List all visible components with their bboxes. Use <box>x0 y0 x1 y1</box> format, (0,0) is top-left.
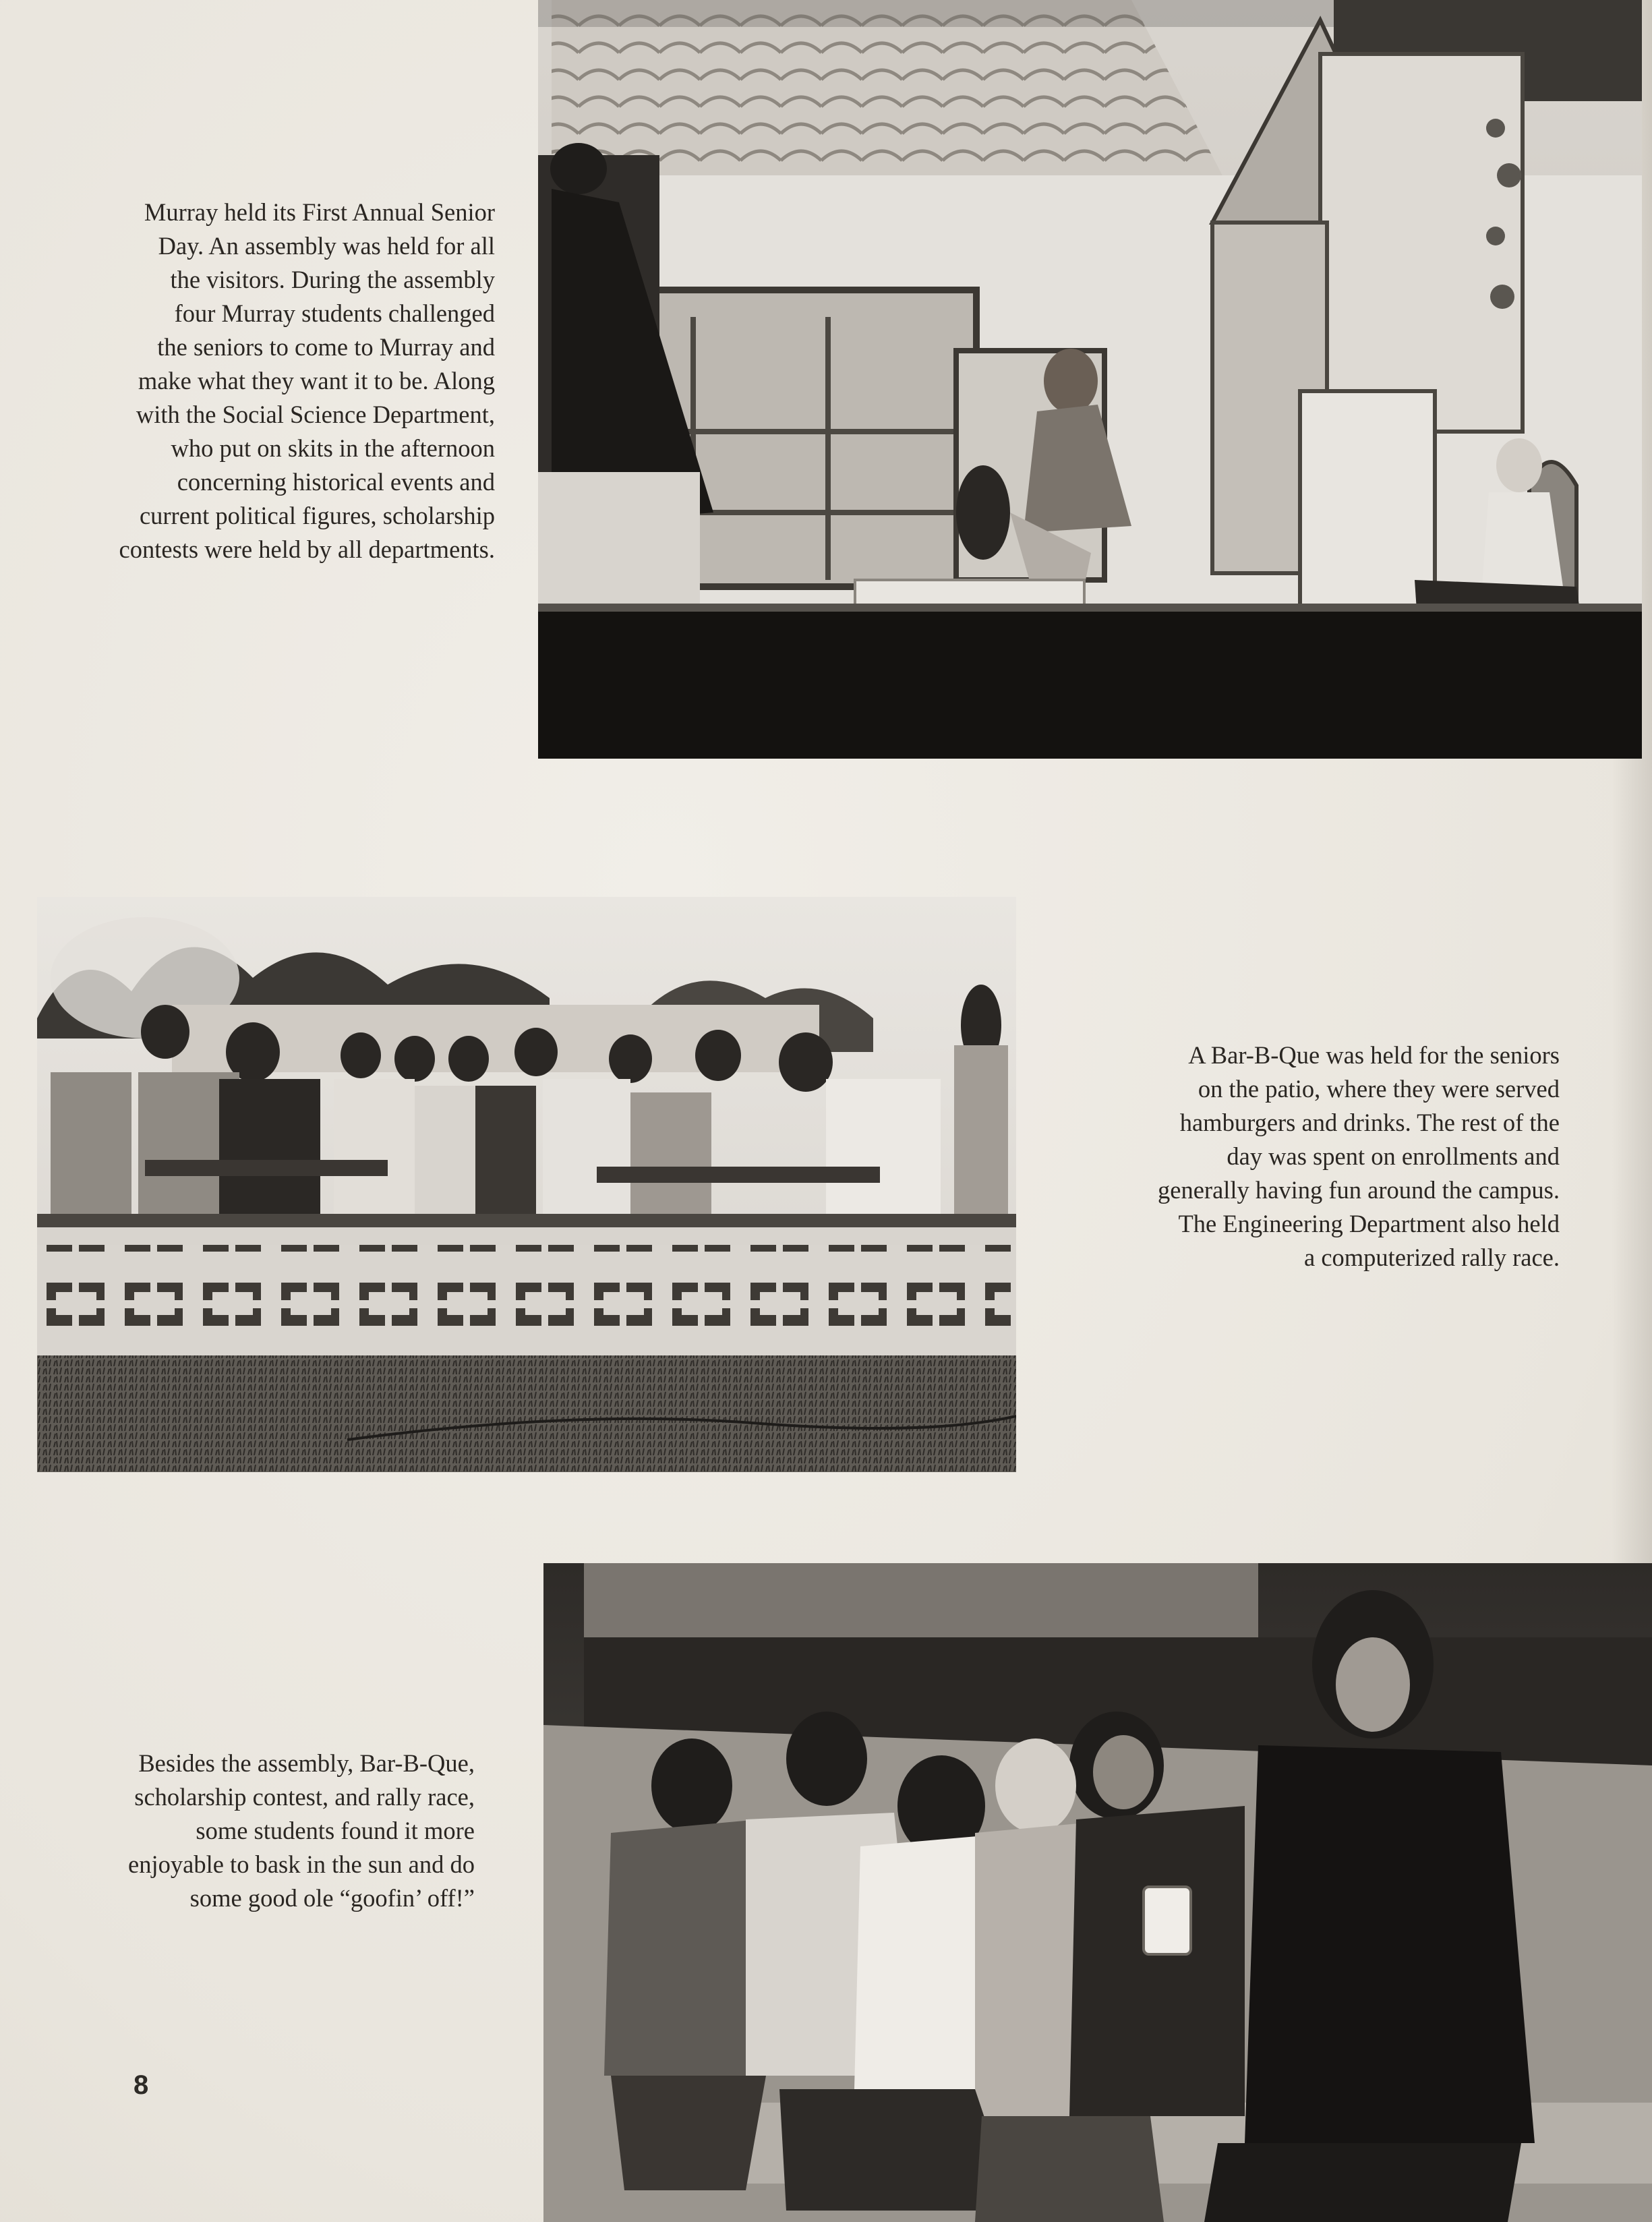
caption-barbque <box>1158 1039 1560 1275</box>
caption-line: make what they want it to be. Along <box>138 367 495 394</box>
photo-barbque-patio <box>37 897 1016 1472</box>
photo-stage-skit <box>538 0 1642 759</box>
page-number: 8 <box>134 2070 149 2100</box>
caption-senior-day <box>119 196 495 566</box>
caption-line: day was spent on enrollments and <box>1227 1142 1560 1170</box>
caption-line: scholarship contest, and rally race, <box>134 1783 475 1811</box>
caption-line: the seniors to come to Murray and <box>157 333 495 361</box>
caption-line: enjoyable to bask in the sun and do <box>128 1850 475 1878</box>
caption-line: with the Social Science Department, <box>136 401 495 428</box>
caption-line: a computerized rally race. <box>1304 1244 1560 1271</box>
caption-line: generally having fun around the campus. <box>1158 1176 1560 1204</box>
caption-line: on the patio, where they were served <box>1198 1075 1560 1103</box>
caption-line: A Bar-B-Que was held for the seniors <box>1188 1041 1560 1069</box>
caption-line: four Murray students challenged <box>174 299 495 327</box>
caption-line: the visitors. During the assembly <box>170 266 495 293</box>
caption-line: some students found it more <box>196 1817 475 1844</box>
photo-students-sun <box>543 1563 1652 2222</box>
caption-line: hamburgers and drinks. The rest of the <box>1179 1109 1560 1136</box>
caption-line: Besides the assembly, Bar-B-Que, <box>138 1749 475 1777</box>
caption-goofin-off <box>128 1747 475 1915</box>
caption-line: Day. An assembly was held for all <box>158 232 495 260</box>
caption-line: contests were held by all departments. <box>119 535 495 563</box>
caption-line: who put on skits in the afternoon <box>171 434 495 462</box>
caption-line: The Engineering Department also held <box>1178 1210 1560 1237</box>
caption-line: Murray held its First Annual Senior <box>144 198 495 226</box>
caption-line: current political figures, scholarship <box>139 502 495 529</box>
caption-line: some good ole “goofin’ off!” <box>189 1884 475 1912</box>
caption-line: concerning historical events and <box>177 468 495 496</box>
